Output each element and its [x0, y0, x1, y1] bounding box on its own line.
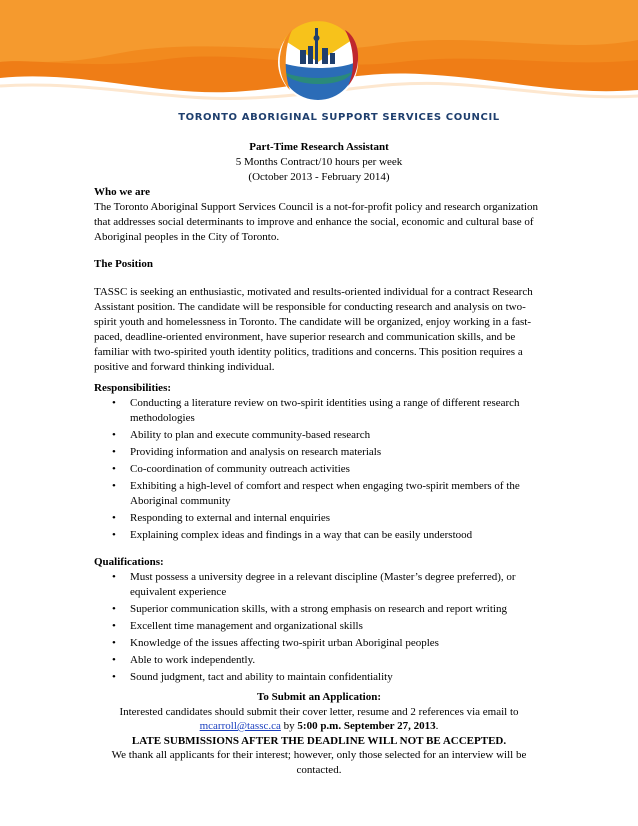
- contract-terms: 5 Months Contract/10 hours per week: [235, 156, 403, 168]
- responsibilities-heading: Responsibilities:: [94, 382, 172, 394]
- list-item: • Must possess a university degree in a relevant discipline (Master’s degree preferred), or equivalent experience: [94, 570, 544, 600]
- header-banner: [0, 0, 638, 132]
- tassc-logo: [278, 21, 358, 102]
- list-item: • Superior communication skills, with a strong emphasis on research and report writing: [94, 602, 544, 617]
- organization-name: TORONTO ABORIGINAL SUPPORT SERVICES COUNCIL: [178, 112, 500, 123]
- list-item: • Ability to plan and execute community-based research: [94, 428, 544, 443]
- list-item: • Able to work independently.: [94, 653, 544, 668]
- document-body: [94, 140, 544, 687]
- list-item: • Explaining complex ideas and findings in a way that can be easily understood: [94, 528, 544, 543]
- position-body: TASSC is seeking an enthusiastic, motivated and results-oriented individual for a contract Research Assistant position. The candidate will be responsible for conducting research and analysis on two-spirit youth and homelessness in Toronto. The candidate will be organized, enjoy working in a fast-paced, deadline-oriented environment, have superior research and communication skills, and be familiar with two-spirited youth identity politics, traditions and concerns. This position requires a positive and forward thinking individual.: [94, 286, 533, 373]
- list-item: • Excellent time management and organizational skills: [94, 619, 544, 634]
- deadline: 5:00 p.m. September 27, 2013: [297, 720, 436, 732]
- submit-instructions: Interested candidates should submit their cover letter, resume and 2 references via email to mcarroll@tassc.ca by 5:00 p.m. September 27, 2013.: [119, 705, 519, 732]
- contract-dates: (October 2013 - February 2014): [248, 171, 390, 183]
- responsibilities-list: [94, 396, 544, 543]
- list-item: • Providing information and analysis on research materials: [94, 445, 544, 460]
- list-item: • Co-coordination of community outreach activities: [94, 462, 544, 477]
- email-link[interactable]: mcarroll@tassc.ca: [199, 720, 281, 732]
- list-item: • Responding to external and internal enquiries: [94, 511, 544, 526]
- list-item: • Knowledge of the issues affecting two-spirit urban Aboriginal peoples: [94, 636, 544, 651]
- qualifications-heading: Qualifications:: [94, 556, 164, 568]
- who-we-are-heading: Who we are: [94, 186, 151, 198]
- list-item: • Conducting a literature review on two-spirit identities using a range of different research methodologies: [94, 396, 544, 426]
- late-notice: LATE SUBMISSIONS AFTER THE DEADLINE WILL NOT BE ACCEPTED.: [131, 734, 507, 747]
- position-heading: The Position: [94, 258, 153, 270]
- job-title: Part-Time Research Assistant: [249, 141, 389, 153]
- list-item: • Sound judgment, tact and ability to maintain confidentiality: [94, 670, 544, 685]
- qualifications-list: [94, 570, 544, 685]
- submission-section: [90, 690, 548, 777]
- submit-heading: To Submit an Application:: [257, 691, 381, 703]
- who-we-are-body: The Toronto Aboriginal Support Services Council is a not-for-profit policy and research organization that addresses social determinants to improve and enhance the social, economic and cultural base of Aboriginal peoples in the City of Toronto.: [94, 201, 538, 243]
- list-item: • Exhibiting a high-level of comfort and respect when engaging two-spirit members of the Aboriginal community: [94, 479, 544, 509]
- thanks-note: We thank all applicants for their interest; however, only those selected for an interview will be contacted.: [111, 749, 527, 776]
- cn-tower-icon: [315, 28, 318, 64]
